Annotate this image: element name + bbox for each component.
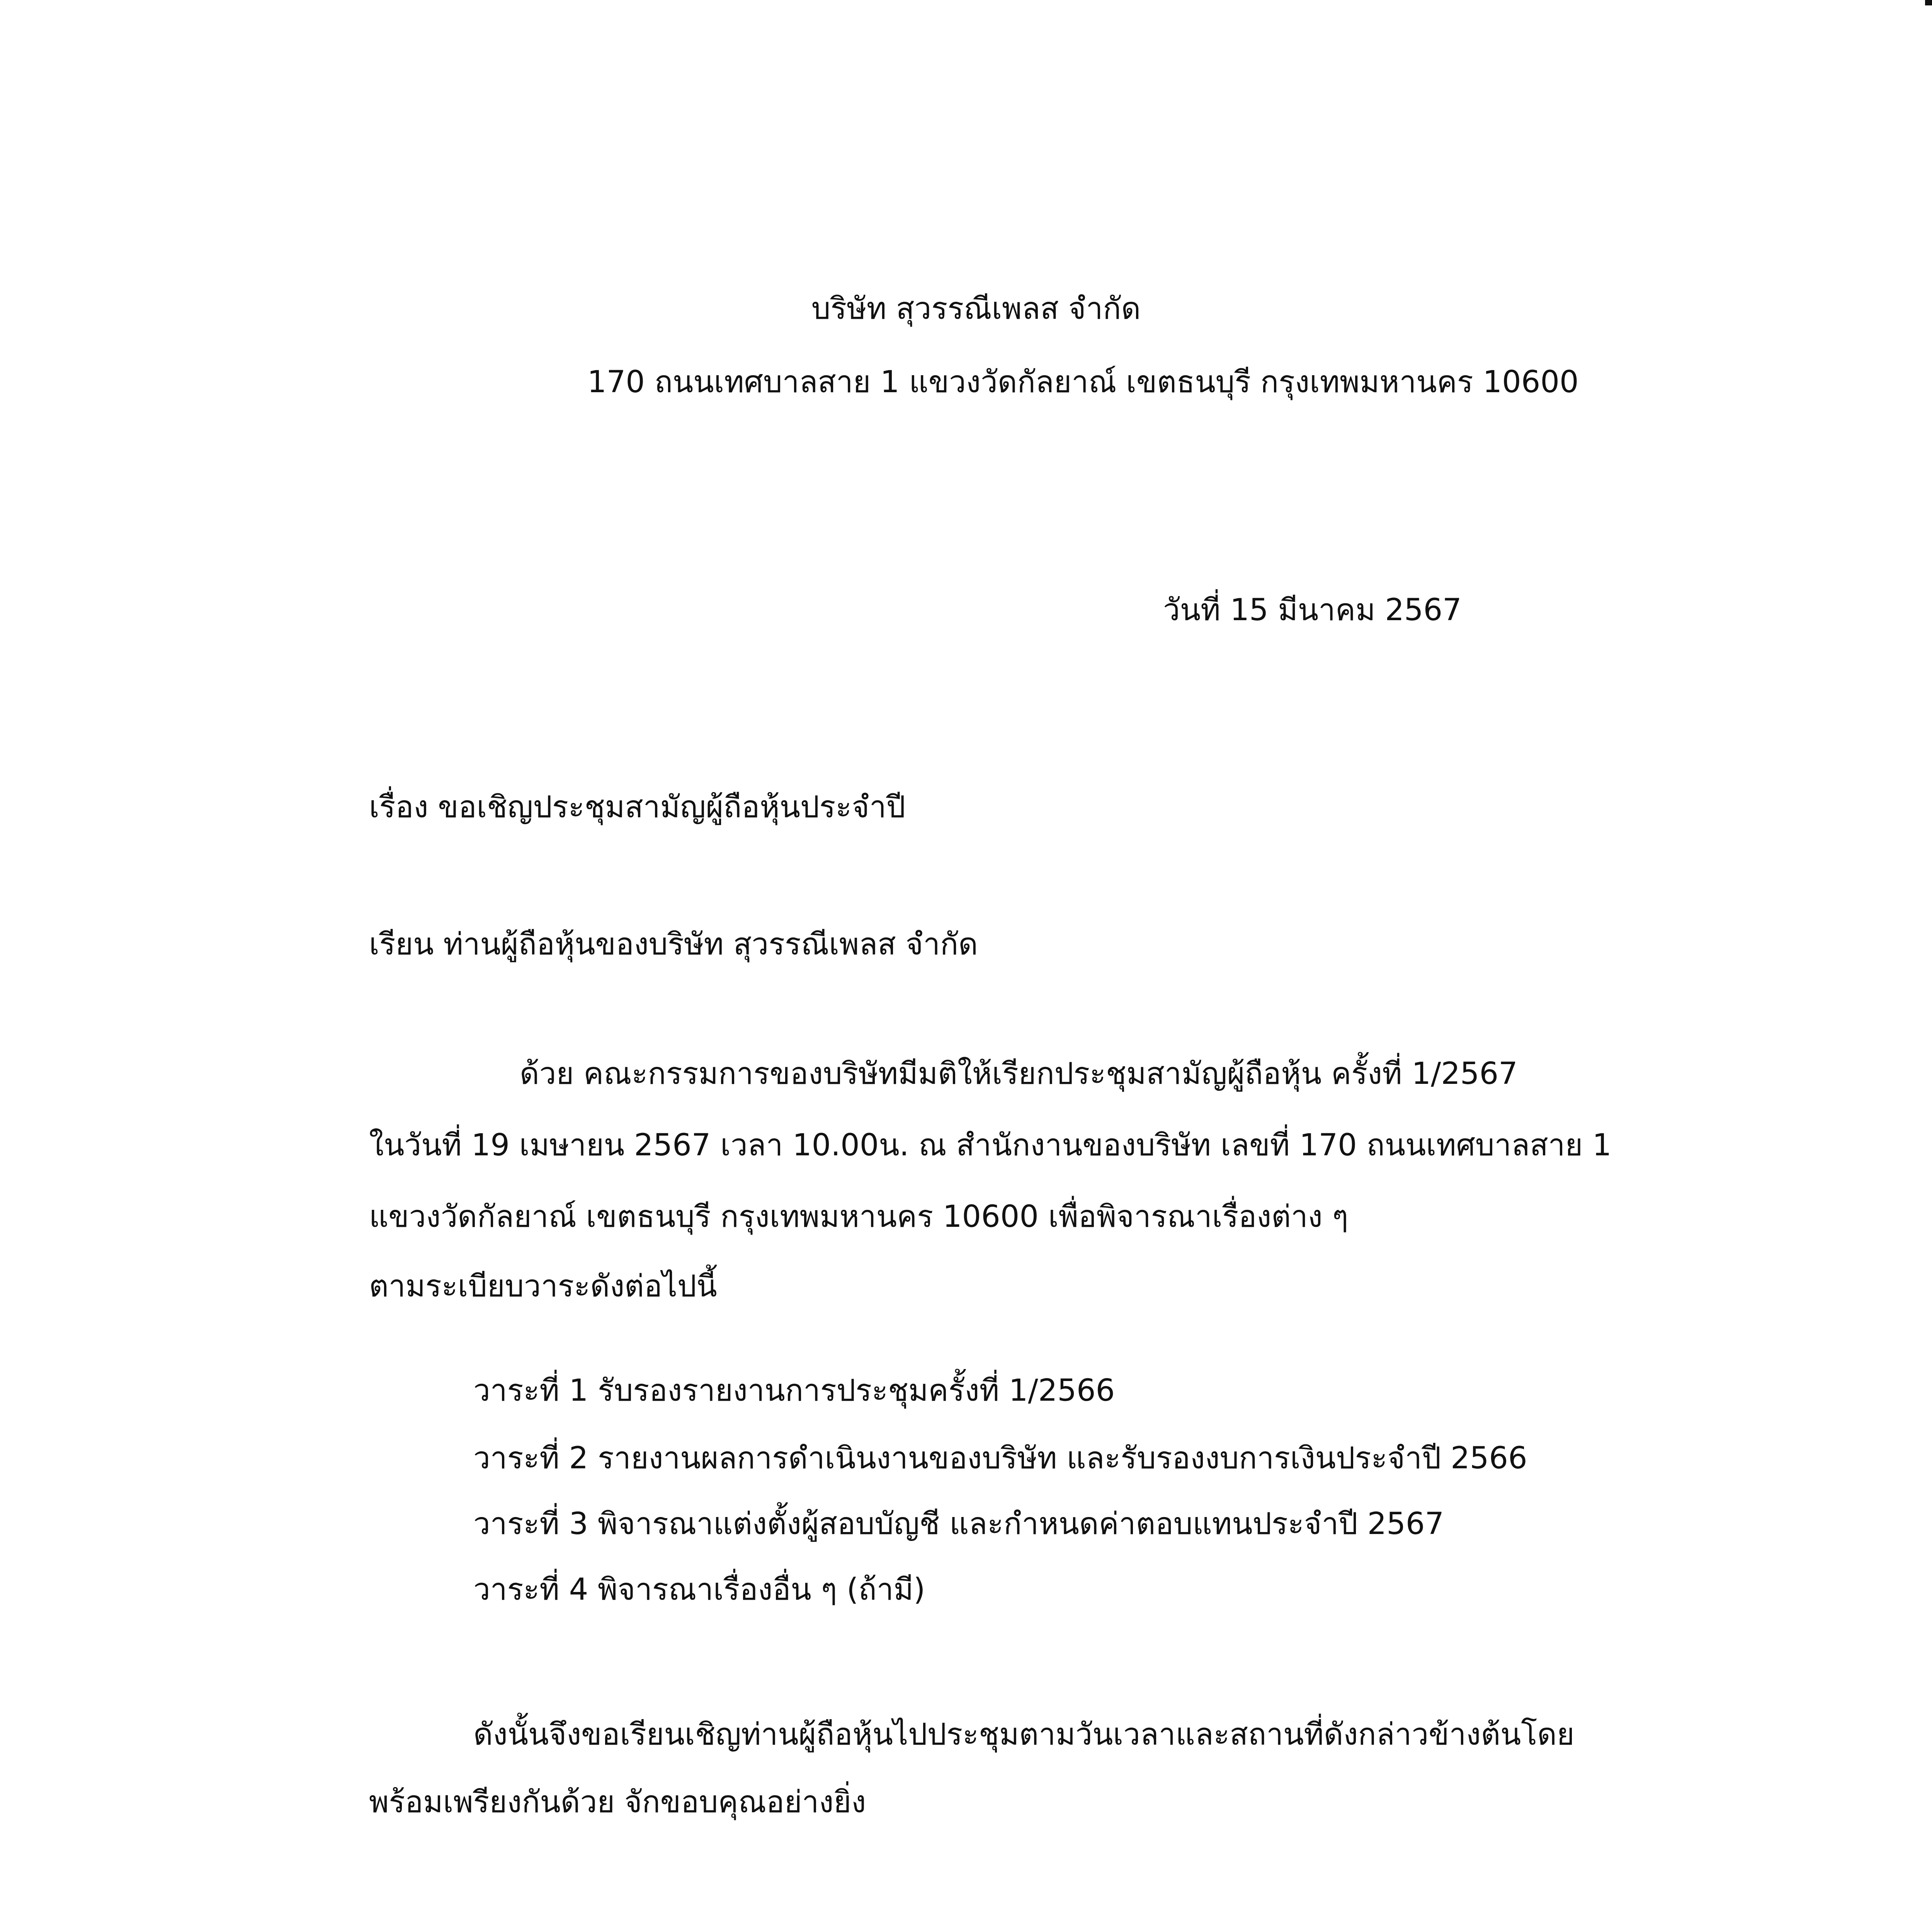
- body-line-4: ตามระเบียบวาระดังต่อไปนี้: [369, 1269, 717, 1304]
- agenda-item-4: วาระที่ 4 พิจารณาเรื่องอื่น ๆ (ถ้ามี): [473, 1572, 925, 1607]
- company-name: บริษัท สุวรรณีเพลส จำกัด: [811, 291, 1141, 326]
- company-address: 170 ถนนเทศบาลสาย 1 แขวงวัดกัลยาณ์ เขตธนบุรี กรุงเทพมหานคร 10600: [587, 365, 1579, 400]
- closing-line-1: ดังนั้นจึงขอเรียนเชิญท่านผู้ถือหุ้นไปประชุมตามวันเวลาและสถานที่ดังกล่าวข้างต้นโดย: [473, 1717, 1575, 1752]
- body-line-3: แขวงวัดกัลยาณ์ เขตธนบุรี กรุงเทพมหานคร 10600 เพื่อพิจารณาเรื่องต่าง ๆ: [369, 1199, 1349, 1234]
- letter-salutation: เรียน ท่านผู้ถือหุ้นของบริษัท สุวรรณีเพลส จำกัด: [369, 927, 978, 962]
- closing-line-2: พร้อมเพรียงกันด้วย จักขอบคุณอย่างยิ่ง: [369, 1785, 866, 1820]
- body-line-2: ในวันที่ 19 เมษายน 2567 เวลา 10.00น. ณ สำนักงานของบริษัท เลขที่ 170 ถนนเทศบาลสาย 1: [369, 1128, 1612, 1163]
- agenda-item-1: วาระที่ 1 รับรองรายงานการประชุมครั้งที่ 1/2566: [473, 1373, 1115, 1408]
- agenda-item-2: วาระที่ 2 รายงานผลการดำเนินงานของบริษัท และรับรองงบการเงินประจำปี 2566: [473, 1441, 1527, 1476]
- agenda-item-3: วาระที่ 3 พิจารณาแต่งตั้งผู้สอบบัญชี และกำหนดค่าตอบแทนประจำปี 2567: [473, 1507, 1444, 1541]
- body-line-1: ด้วย คณะกรรมการของบริษัทมีมติให้เรียกประชุมสามัญผู้ถือหุ้น ครั้งที่ 1/2567: [520, 1056, 1518, 1091]
- scan-corner-mark: [1925, 0, 1932, 5]
- letter-date: วันที่ 15 มีนาคม 2567: [1163, 593, 1462, 628]
- letter-subject: เรื่อง ขอเชิญประชุมสามัญผู้ถือหุ้นประจำปี: [369, 790, 906, 825]
